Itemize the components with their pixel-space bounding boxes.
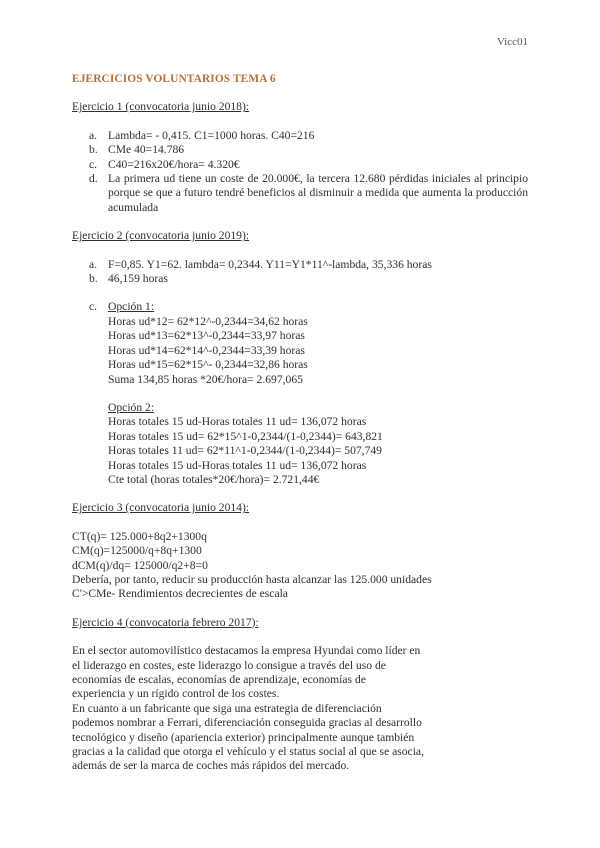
list-marker: c. bbox=[89, 157, 98, 171]
exercise-4-line: tecnológico y diseño (apariencia exterior) principalmente aunque también bbox=[72, 730, 415, 744]
list-marker: b. bbox=[89, 272, 98, 286]
exercise-2-title: Ejercicio 2 (convocatoria junio 2019): bbox=[72, 229, 250, 243]
exercise-2-option-list bbox=[72, 300, 528, 487]
list-item bbox=[72, 272, 528, 286]
list-item bbox=[72, 258, 528, 272]
exercise-4-line: economías de escalas, economías de aprendizaje, economías de bbox=[72, 673, 366, 686]
exercise-3-line: dCM(q)/dq= 125000/q2+8=0 bbox=[72, 558, 208, 572]
option-1-line: Suma 134,85 horas *20€/hora= 2.697,065 bbox=[108, 372, 303, 386]
exercise-4-line: En el sector automovilístico destacamos la empresa Hyundai como líder en bbox=[72, 644, 421, 658]
document-title: EJERCICIOS VOLUNTARIOS TEMA 6 bbox=[72, 73, 276, 85]
list-item-text: 46,159 horas bbox=[108, 272, 168, 286]
exercise-1-title: Ejercicio 1 (convocatoria junio 2018): bbox=[72, 100, 250, 114]
option-2-title: Opción 2: bbox=[108, 400, 155, 414]
exercise-3-line: Debería, por tanto, reducir su producción hasta alcanzar las 125.000 unidades bbox=[72, 572, 432, 586]
exercise-4-line: podemos nombrar a Ferrari, diferenciación conseguida gracias al desarrollo bbox=[72, 716, 422, 730]
exercise-3-title: Ejercicio 3 (convocatoria junio 2014): bbox=[72, 501, 250, 515]
option-2-line: Horas totales 11 ud= 62*11^1-0,2344/(1-0,2344)= 507,749 bbox=[108, 444, 382, 458]
exercise-4-line: experiencia y un rígido control de los costes. bbox=[72, 687, 280, 701]
option-1-title: Opción 1: bbox=[108, 300, 155, 314]
exercise-4-line: el liderazgo en costes, este liderazgo lo consigue a través del uso de bbox=[72, 658, 386, 672]
option-2-line: Horas totales 15 ud-Horas totales 11 ud= 136,072 horas bbox=[108, 458, 367, 472]
list-item-text: Lambda= - 0,415. C1=1000 horas. C40=216 bbox=[108, 128, 315, 142]
list-item-text: CMe 40=14.786 bbox=[108, 143, 185, 157]
list-item bbox=[72, 158, 528, 172]
exercise-3-line: CT(q)= 125.000+8q2+1300q bbox=[72, 529, 207, 543]
list-marker: c. bbox=[89, 300, 98, 314]
exercise-2-list bbox=[72, 258, 528, 287]
option-2-line: Horas totales 15 ud-Horas totales 11 ud= 136,072 horas bbox=[108, 415, 367, 429]
option-1-line: Horas ud*12= 62*12^-0,2344=34,62 horas bbox=[108, 314, 308, 328]
option-2-line: Cte total (horas totales*20€/hora)= 2.721,44€ bbox=[108, 472, 320, 486]
option-1-line: Horas ud*14=62*14^-0,2344=33,39 horas bbox=[108, 343, 305, 357]
list-marker: a. bbox=[89, 257, 98, 271]
list-item-text: C40=216x20€/hora= 4.320€ bbox=[108, 157, 240, 171]
document-body bbox=[72, 72, 528, 774]
list-marker: b. bbox=[89, 143, 98, 157]
list-item bbox=[72, 300, 528, 487]
exercise-4-title: Ejercicio 4 (convocatoria febrero 2017): bbox=[72, 615, 259, 629]
option-1-line: Horas ud*13=62*13^-0,2344=33,97 horas bbox=[108, 329, 305, 343]
exercise-1-list bbox=[72, 129, 528, 215]
exercise-3-line: C'>CMe- Rendimientos decrecientes de escala bbox=[72, 587, 288, 601]
list-item-text: F=0,85. Y1=62. lambda= 0,2344. Y11=Y1*11^-lambda, 35,336 horas bbox=[108, 257, 432, 271]
exercise-3-line: CM(q)=125000/q+8q+1300 bbox=[72, 544, 202, 558]
exercise-4-line: además de ser la marca de coches más rápidos del mercado. bbox=[72, 759, 350, 773]
list-item-text: La primera ud tiene un coste de 20.000€, la tercera 12.680 pérdidas iniciales al principio porque se que a futuro tendré beneficios al disminuir a medida que aumenta la producción acumulada bbox=[108, 172, 528, 214]
option-2-line: Horas totales 15 ud= 62*15^1-0,2344/(1-0,2344)= 643,821 bbox=[108, 429, 383, 443]
header-author: Vicc01 bbox=[496, 36, 528, 48]
list-item bbox=[72, 172, 528, 215]
list-item bbox=[72, 129, 528, 143]
list-item bbox=[72, 143, 528, 157]
exercise-4-line: En cuanto a un fabricante que siga una estrategia de diferenciación bbox=[72, 701, 382, 715]
option-1-line: Horas ud*15=62*15^- 0,2344=32,86 horas bbox=[108, 358, 308, 372]
exercise-4-line: gracias a la calidad que otorga el vehículo y el status social al que se asocia, bbox=[72, 745, 424, 759]
list-marker: d. bbox=[89, 172, 98, 186]
list-marker: a. bbox=[89, 128, 98, 142]
